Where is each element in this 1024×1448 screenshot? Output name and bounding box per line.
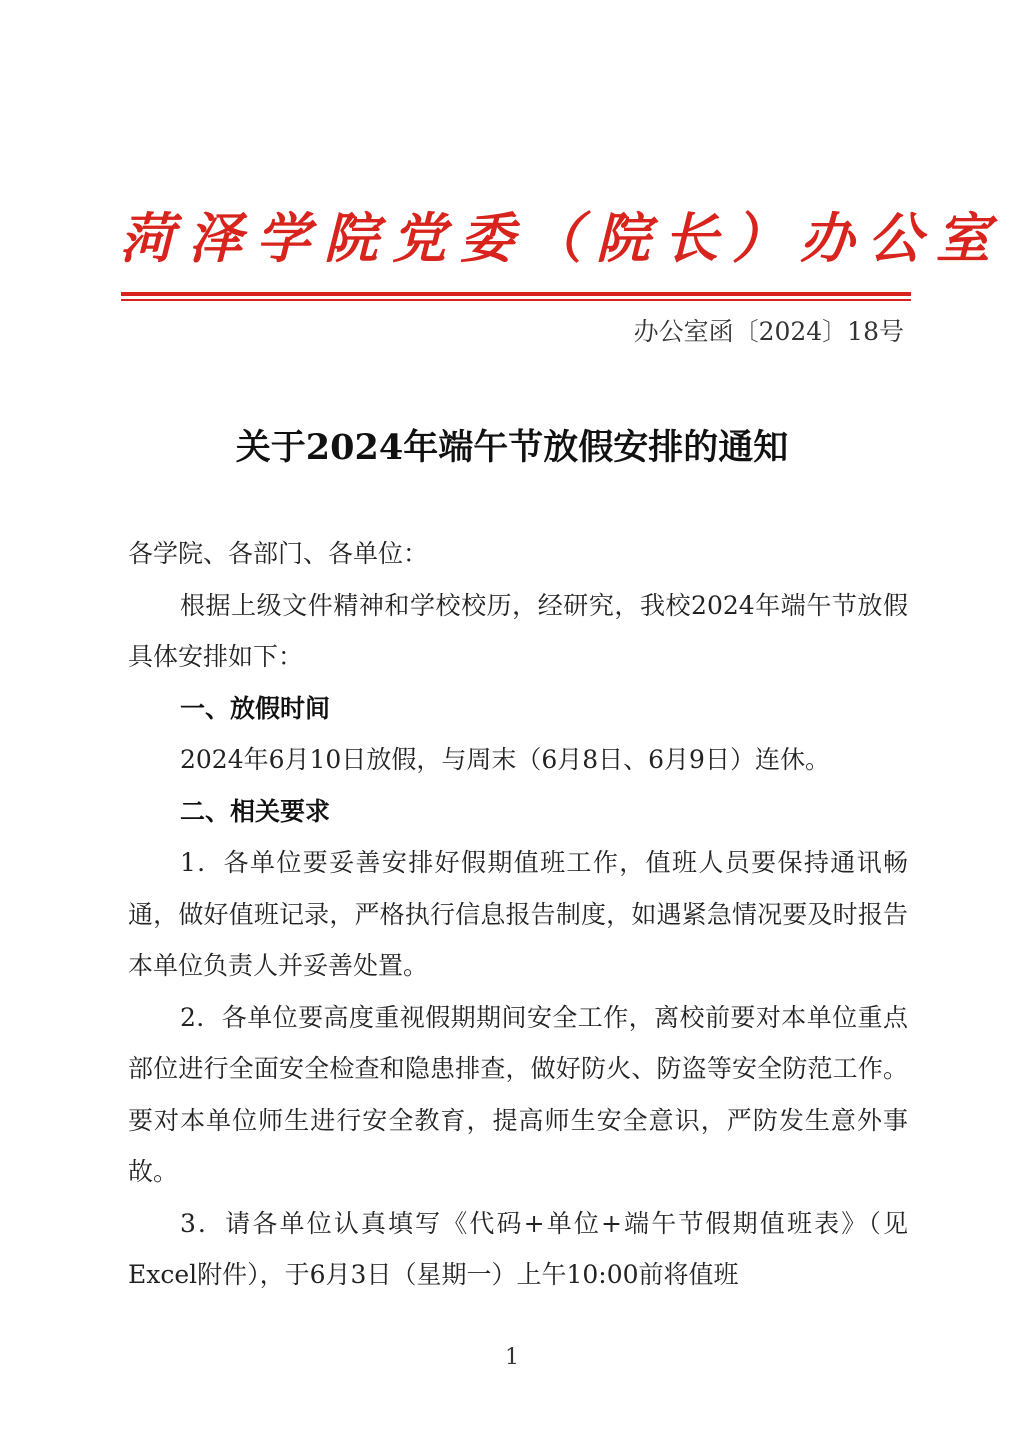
letterhead-red-rule-thin: [121, 299, 911, 301]
requirement-item-3: 3．请各单位认真填写《代码+单位+端午节假期值班表》（见Excel附件），于6月3日（星期一）上午10:00前将值班: [128, 1208, 908, 1289]
document-number: 办公室函〔2024〕18号: [633, 317, 904, 346]
document-title: 关于2024年端午节放假安排的通知: [235, 427, 789, 468]
letterhead-red-rule-thick: [121, 292, 911, 296]
holiday-time-paragraph: 2024年6月10日放假，与周末（6月8日、6月9日）连休。: [180, 745, 830, 774]
requirement-item-2: 2．各单位要高度重视假期期间安全工作，离校前要对本单位重点部位进行全面安全检查和隐患排查，做好防火、防盗等安全防范工作。要对本单位师生进行安全教育，提高师生安全意识，严防发生意外事故。: [128, 1002, 908, 1186]
letterhead-org-name: 菏泽学院党委（院长）办公室: [120, 206, 1004, 270]
section-heading-holiday-time: 一、放假时间: [180, 693, 331, 723]
section-heading-requirements: 二、相关要求: [180, 796, 331, 826]
requirement-item-1: 1．各单位要妥善安排好假期值班工作，值班人员要保持通讯畅通，做好值班记录，严格执行信息报告制度，如遇紧急情况要及时报告本单位负责人并妥善处置。: [128, 848, 908, 980]
page-number: 1: [505, 1345, 519, 1370]
intro-paragraph: 根据上级文件精神和学校校历，经研究，我校2024年端午节放假具体安排如下：: [128, 590, 908, 671]
document-body: [128, 528, 908, 1301]
salutation: 各学院、各部门、各单位：: [128, 539, 429, 568]
